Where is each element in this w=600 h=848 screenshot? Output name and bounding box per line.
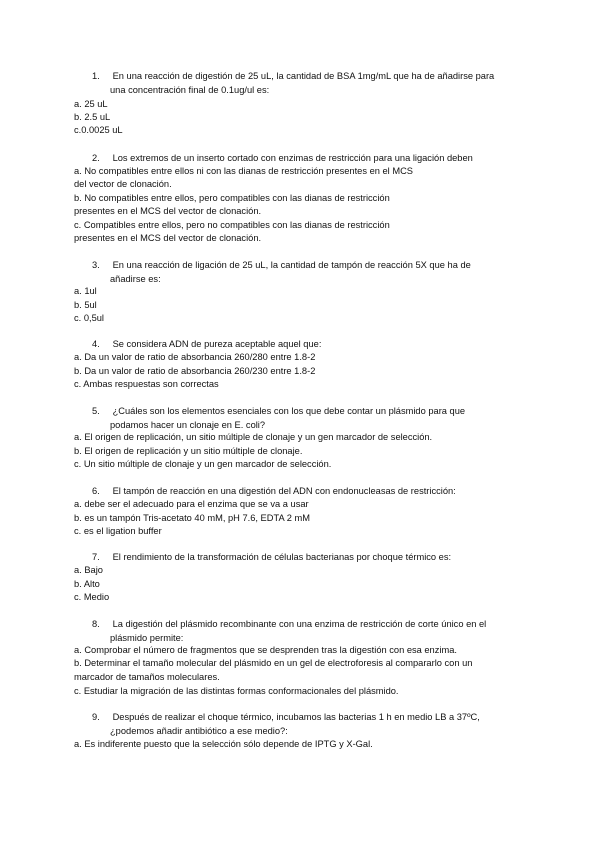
option: b. El origen de replicación y un sitio múltiple de clonaje. bbox=[74, 446, 303, 456]
question-text: ¿Cuáles son los elementos esenciales con los que debe contar un plásmido para que bbox=[112, 406, 466, 416]
option: c. es el ligation buffer bbox=[74, 526, 162, 536]
question-5 bbox=[92, 405, 528, 432]
option: c. 0,5ul bbox=[74, 313, 104, 323]
question-6-stem bbox=[92, 485, 528, 499]
option: b. 5ul bbox=[74, 300, 97, 310]
question-9 bbox=[92, 711, 528, 738]
option: presentes en el MCS del vector de clonación. bbox=[74, 233, 262, 243]
question-2 bbox=[92, 152, 528, 166]
option: b. es un tampón Tris-acetato 40 mM, pH 7.6, EDTA 2 mM bbox=[74, 513, 310, 523]
question-4 bbox=[92, 338, 528, 352]
question-number: 8. bbox=[92, 619, 100, 629]
option: c. Ambas respuestas son correctas bbox=[74, 379, 219, 389]
option: a. 1ul bbox=[74, 286, 97, 296]
question-6 bbox=[92, 485, 528, 499]
option: presentes en el MCS del vector de clonación. bbox=[74, 206, 262, 216]
option: a. No compatibles entre ellos ni con las dianas de restricción presentes en el MCS bbox=[74, 166, 413, 176]
question-number: 6. bbox=[92, 486, 100, 496]
question-1-stem bbox=[92, 70, 528, 84]
question-8-stem bbox=[92, 618, 528, 632]
option: c. Estudiar la migración de las distintas formas conformacionales del plásmido. bbox=[74, 686, 399, 696]
question-number: 3. bbox=[92, 260, 100, 270]
question-number: 9. bbox=[92, 712, 100, 722]
question-number: 4. bbox=[92, 339, 100, 349]
question-4-stem bbox=[92, 338, 528, 352]
question-text: En una reacción de ligación de 25 uL, la cantidad de tampón de reacción 5X que ha de bbox=[112, 260, 471, 270]
option: a. 25 uL bbox=[74, 99, 108, 109]
option: c. Compatibles entre ellos, pero no compatibles con las dianas de restricción bbox=[74, 220, 390, 230]
question-text: La digestión del plásmido recombinante con una enzima de restricción de corte único en el bbox=[112, 619, 487, 629]
question-text: Se considera ADN de pureza aceptable aquel que: bbox=[112, 339, 322, 349]
question-2-stem bbox=[92, 152, 528, 166]
option: b. Determinar el tamaño molecular del plásmido en un gel de electroforesis al compararlo con un bbox=[74, 658, 473, 668]
question-text: Después de realizar el choque térmico, incubamos las bacterias 1 h en medio LB a 37ºC, bbox=[112, 712, 480, 722]
option: a. Bajo bbox=[74, 565, 103, 575]
question-number: 1. bbox=[92, 71, 100, 81]
option: a. debe ser el adecuado para el enzima que se va a usar bbox=[74, 499, 309, 509]
question-1 bbox=[92, 70, 528, 97]
question-number: 2. bbox=[92, 153, 100, 163]
question-number: 7. bbox=[92, 552, 100, 562]
question-7 bbox=[92, 551, 528, 565]
option: a. El origen de replicación, un sitio múltiple de clonaje y un gen marcador de selección. bbox=[74, 432, 433, 442]
question-number: 5. bbox=[92, 406, 100, 416]
option: b. Alto bbox=[74, 579, 100, 589]
question-text: ¿podemos añadir antibiótico a ese medio?: bbox=[110, 725, 288, 736]
question-text: El tampón de reacción en una digestión del ADN con endonucleasas de restricción: bbox=[112, 486, 456, 496]
option: del vector de clonación. bbox=[74, 179, 172, 189]
question-text: una concentración final de 0.1ug/ul es: bbox=[110, 84, 270, 95]
question-5-stem bbox=[92, 405, 528, 419]
option: b. No compatibles entre ellos, pero compatibles con las dianas de restricción bbox=[74, 193, 390, 203]
option: a. Comprobar el número de fragmentos que se desprenden tras la digestión con esa enzima. bbox=[74, 645, 457, 655]
option: b. 2.5 uL bbox=[74, 112, 111, 122]
question-text: Los extremos de un inserto cortado con enzimas de restricción para una ligación deben bbox=[112, 153, 473, 163]
question-text: En una reacción de digestión de 25 uL, la cantidad de BSA 1mg/mL que ha de añadirse para bbox=[112, 71, 495, 81]
question-8 bbox=[92, 618, 528, 645]
option: marcador de tamaños moleculares. bbox=[74, 672, 220, 682]
question-text: El rendimiento de la transformación de células bacterianas por choque térmico es: bbox=[112, 552, 452, 562]
question-7-stem bbox=[92, 551, 528, 565]
option: a. Es indiferente puesto que la selección sólo depende de IPTG y X-Gal. bbox=[74, 739, 373, 749]
option: c. Medio bbox=[74, 592, 110, 602]
question-text: podamos hacer un clonaje en E. coli? bbox=[110, 419, 266, 430]
option: c.0.0025 uL bbox=[74, 125, 123, 135]
question-9-stem bbox=[92, 711, 528, 725]
option: a. Da un valor de ratio de absorbancia 260/280 entre 1.8-2 bbox=[74, 352, 316, 362]
option: c. Un sitio múltiple de clonaje y un gen marcador de selección. bbox=[74, 459, 332, 469]
question-text: plásmido permite: bbox=[110, 632, 184, 643]
question-text: añadirse es: bbox=[110, 273, 161, 284]
question-3 bbox=[92, 259, 528, 286]
option: b. Da un valor de ratio de absorbancia 260/230 entre 1.8-2 bbox=[74, 366, 316, 376]
question-3-stem bbox=[92, 259, 528, 273]
